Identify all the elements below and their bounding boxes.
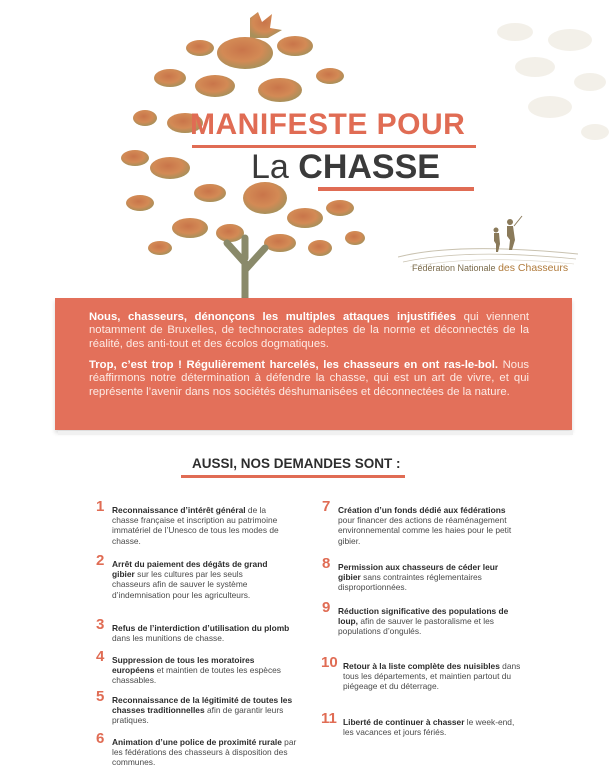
title-underline-accent (318, 187, 474, 191)
demand-item-3 (96, 616, 298, 644)
demand-title: Reconnaissance de la légitimité de toutes les chasses traditionnelles (112, 695, 293, 716)
demand-item-7 (322, 498, 518, 546)
demand-item-11 (321, 710, 518, 738)
federation-brand: des Chasseurs (498, 262, 569, 274)
demand-number: 4 (96, 648, 105, 665)
demand-text: sans contraintes réglementaires disproportionnées. (338, 572, 482, 593)
intro-p2-text: Nous réaffirmons notre détermination à défendre la chasse, qui est un art de vivre, et qui représente l’avenir dans nos sociétés déshumanisées et déconnectées de la nature. (89, 359, 530, 398)
intro-panel (55, 298, 572, 430)
demand-title: Liberté de continuer à chasser (343, 717, 465, 727)
federation-prefix: Fédération Nationale (412, 263, 499, 273)
demand-title: Arrêt du paiement des dégâts de grand gibier (112, 559, 268, 580)
demand-number: 10 (321, 654, 338, 671)
demand-number: 6 (96, 730, 105, 747)
demand-item-5 (96, 688, 296, 726)
demand-title: Permission aux chasseurs de céder leur gibier (338, 562, 499, 583)
demand-item-9 (322, 599, 516, 637)
demand-title: Suppression de tous les moratoires européens (112, 655, 255, 676)
title-article: La (251, 148, 299, 186)
demand-text: afin de garantir leurs pratiques. (112, 705, 284, 726)
demands-underline (181, 475, 405, 478)
demand-item-4 (96, 648, 290, 686)
demand-number: 8 (322, 555, 331, 572)
demands-heading: AUSSI, NOS DEMANDES SONT : (192, 456, 401, 471)
demand-number: 11 (321, 710, 337, 727)
demand-number: 1 (96, 498, 105, 515)
demand-text: afin de sauver le pastoralisme et les populations d’ongulés. (338, 616, 494, 637)
demand-title: Animation d’une police de proximité rurale (112, 737, 282, 747)
demand-number: 7 (322, 498, 331, 515)
demand-text: pour financer des actions de réaménagement environnemental comme les haies pour le petit gibier. (338, 515, 512, 546)
demand-title: Refus de l’interdiction d’utilisation du plomb (112, 623, 290, 633)
panel-shadow (58, 431, 573, 435)
demand-title: Retour à la liste complète des nuisibles (343, 661, 500, 671)
demand-item-8 (322, 555, 520, 593)
demand-text: par les fédérations des chasseurs à disposition des communes. (112, 737, 297, 768)
intro-p2-emphasis: Trop, c’est trop ! Régulièrement harcelés, les chasseurs en ont ras-le-bol. (89, 359, 499, 371)
demand-item-6 (96, 730, 298, 768)
demand-number: 5 (96, 688, 105, 705)
demand-text: et maintien de toutes les espèces chassables. (112, 665, 281, 686)
manifesto-title-line1: MANIFESTE POUR (190, 108, 466, 141)
demand-item-1 (96, 498, 294, 546)
demand-item-2 (96, 552, 282, 600)
demand-text: le week-end, les vacances et jours fériés. (343, 717, 515, 738)
demand-text: de la chasse française et inscription au patrimoine immatériel de l’Unesco de tous les modes de chasse. (112, 505, 279, 546)
intro-paragraph-1 (89, 311, 529, 351)
demand-text: dans tous les départements, et maintien partout du piégeage et du déterrage. (343, 661, 521, 692)
intro-p1-text: qui viennent notamment de Bruxelles, de technocrates adeptes de la norme et déconnectés de la réalité, des anti-tout et des écolos dogmatiques. (89, 311, 529, 350)
intro-paragraph-2 (89, 359, 529, 399)
demand-title: Création d’un fonds dédié aux fédérations (338, 505, 506, 515)
demand-text: sur les cultures par les seuls chasseurs afin de sauver le système d’indemnisation pour les agriculteurs. (112, 569, 251, 600)
demand-number: 2 (96, 552, 105, 569)
demand-number: 3 (96, 616, 105, 633)
faded-animal-silhouettes (475, 12, 615, 162)
demand-number: 9 (322, 599, 331, 616)
manifesto-title-line2 (251, 148, 440, 187)
intro-p1-emphasis: Nous, chasseurs, dénonçons les multiples attaques injustifiées (89, 311, 457, 323)
federation-name (412, 262, 568, 274)
demand-text: dans les munitions de chasse. (112, 633, 225, 644)
demand-title: Réduction significative des populations de loup, (338, 606, 509, 627)
demand-title: Reconnaissance d’intérêt général (112, 505, 246, 515)
demand-item-10 (321, 654, 521, 692)
title-keyword: CHASSE (298, 148, 440, 186)
